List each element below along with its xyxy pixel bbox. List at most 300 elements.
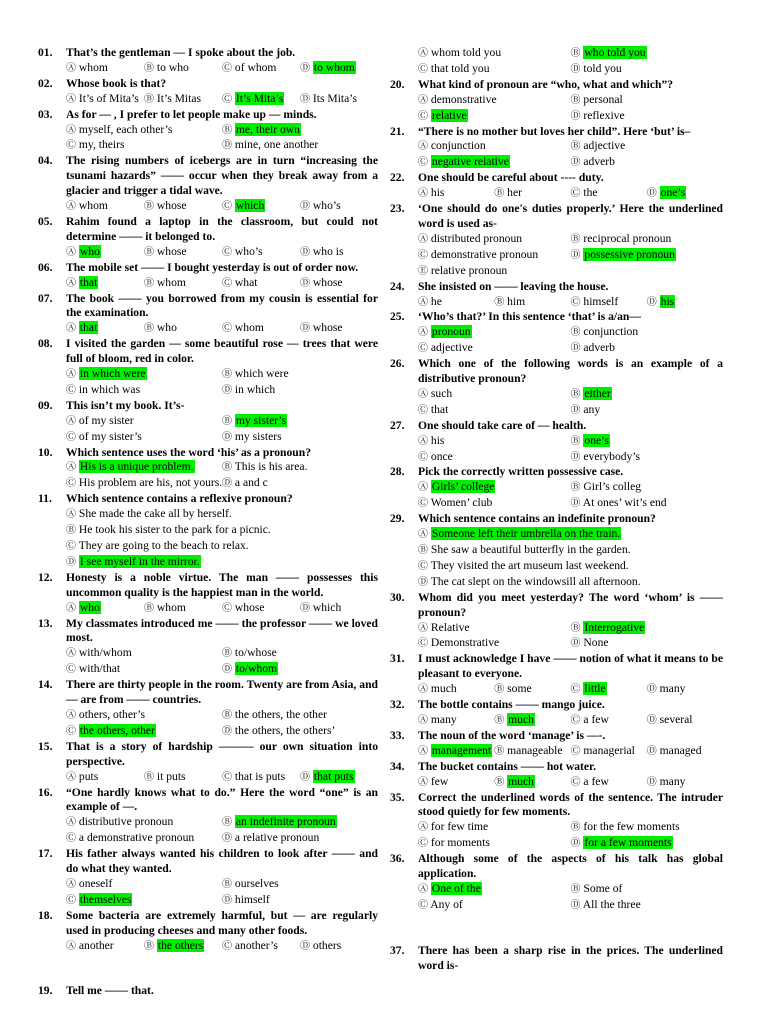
answer-option[interactable] — [494, 186, 570, 202]
question-item — [390, 914, 723, 974]
option-text: of my sister — [78, 413, 134, 427]
option-letter-icon: Ⓒ — [222, 246, 232, 258]
question-stem: The mobile set —— I bought yesterday is out of order now. — [66, 260, 359, 274]
correct-answer-text: It’s Mita’s — [235, 91, 284, 105]
answer-option[interactable] — [66, 430, 222, 446]
option-letter-icon: Ⓑ — [570, 94, 581, 106]
option-row — [390, 636, 723, 652]
answer-option[interactable] — [222, 662, 378, 678]
answer-option[interactable] — [66, 815, 222, 831]
answer-option[interactable] — [418, 62, 571, 78]
question-item — [38, 446, 378, 493]
option-letter-icon: Ⓓ — [646, 684, 657, 696]
answer-option[interactable] — [418, 186, 494, 202]
option-letter-icon: Ⓓ — [570, 157, 581, 169]
question-item — [38, 399, 378, 446]
answer-option[interactable] — [222, 877, 378, 893]
answer-option[interactable] — [222, 61, 300, 77]
answer-option[interactable] — [571, 341, 724, 357]
answer-option[interactable] — [494, 682, 570, 698]
answer-option[interactable] — [144, 92, 222, 108]
option-text: for the few moments — [583, 820, 680, 834]
answer-option[interactable] — [300, 199, 378, 215]
answer-option[interactable] — [222, 770, 300, 786]
option-text: Some of — [583, 881, 623, 895]
answer-option[interactable] — [571, 820, 724, 836]
answer-option[interactable] — [418, 434, 571, 450]
correct-answer-text: possessive pronoun — [584, 247, 675, 261]
option-text: who — [156, 321, 177, 335]
answer-option[interactable] — [571, 325, 724, 341]
answer-option[interactable] — [144, 61, 222, 77]
question-number: 36. — [390, 852, 405, 866]
option-text: His problem are his, not yours. — [78, 476, 223, 490]
option-letter-icon: Ⓑ — [144, 277, 154, 289]
option-row — [390, 248, 723, 264]
answer-option[interactable] — [418, 744, 494, 760]
answer-option[interactable] — [222, 199, 300, 215]
answer-option[interactable] — [66, 414, 222, 430]
answer-option[interactable] — [300, 939, 378, 955]
answer-option[interactable] — [222, 815, 378, 831]
option-text: whose — [312, 321, 343, 335]
question-text — [38, 740, 378, 770]
option-text: conjunction — [583, 325, 639, 339]
answer-option[interactable] — [418, 325, 571, 341]
answer-option[interactable] — [66, 276, 144, 292]
question-number: 23. — [390, 202, 405, 216]
question-stem: There are thirty people in the room. Twenty are from Asia, and — are from —— countries. — [66, 678, 378, 707]
option-text: few — [430, 774, 449, 788]
question-number: 07. — [38, 291, 53, 305]
answer-option[interactable] — [66, 523, 378, 539]
answer-option[interactable] — [571, 186, 647, 202]
option-text: for moments — [430, 836, 490, 850]
question-stem: Which sentence contains a reflexive pronoun? — [66, 492, 293, 506]
option-letter-icon: Ⓓ — [300, 93, 310, 105]
answer-option[interactable] — [418, 450, 571, 466]
answer-option[interactable] — [571, 387, 724, 403]
answer-option[interactable] — [418, 496, 571, 512]
answer-option[interactable] — [222, 831, 378, 847]
answer-option[interactable] — [418, 636, 571, 652]
option-text: told you — [583, 61, 622, 75]
option-letter-icon: Ⓑ — [222, 369, 232, 381]
answer-option[interactable] — [300, 276, 378, 292]
answer-option[interactable] — [300, 770, 378, 786]
option-text: This is his area. — [234, 460, 308, 474]
option-text: mine, one another — [234, 138, 319, 152]
option-text: with/whom — [78, 646, 132, 660]
answer-option[interactable] — [144, 321, 222, 337]
question-item — [38, 617, 378, 679]
answer-option[interactable] — [647, 682, 723, 698]
option-letter-icon: Ⓑ — [570, 327, 581, 339]
option-row — [38, 555, 378, 571]
option-row — [38, 815, 378, 831]
option-row — [38, 724, 378, 740]
correct-answer-text: which — [235, 199, 265, 213]
question-item — [390, 78, 723, 125]
answer-option[interactable] — [418, 543, 723, 559]
option-letter-icon: Ⓒ — [418, 838, 428, 850]
option-text: my sisters — [234, 429, 282, 443]
option-letter-icon: Ⓐ — [418, 94, 428, 106]
option-row — [38, 877, 378, 893]
answer-option[interactable] — [647, 186, 723, 202]
option-text: reflexive — [583, 108, 625, 122]
answer-option[interactable] — [418, 109, 571, 125]
left-column — [38, 46, 378, 999]
answer-option[interactable] — [418, 155, 571, 171]
answer-option[interactable] — [418, 820, 571, 836]
answer-option[interactable] — [418, 527, 723, 543]
answer-option[interactable] — [571, 155, 724, 171]
question-stem: “One hardly knows what to do.” Here the word “one” is an example of —. — [66, 785, 378, 814]
answer-option[interactable] — [418, 46, 571, 62]
answer-option[interactable] — [66, 245, 144, 261]
correct-answer-text: either — [584, 386, 611, 400]
option-text: what — [234, 275, 258, 289]
answer-option[interactable] — [222, 367, 378, 383]
option-row — [38, 831, 378, 847]
option-letter-icon: Ⓓ — [300, 771, 310, 783]
option-letter-icon: Ⓐ — [66, 415, 76, 427]
answer-option[interactable] — [647, 713, 723, 729]
option-letter-icon: Ⓓ — [222, 384, 232, 396]
answer-option[interactable] — [494, 775, 570, 791]
question-item — [390, 760, 723, 791]
question-text — [390, 78, 723, 93]
correct-answer-text: negative relative — [431, 155, 509, 169]
option-letter-icon: Ⓑ — [570, 622, 581, 634]
question-number: 26. — [390, 357, 405, 371]
option-letter-icon: Ⓐ — [418, 745, 428, 757]
correct-answer-text: pronoun — [431, 325, 471, 339]
question-item — [38, 740, 378, 786]
answer-option[interactable] — [418, 621, 571, 637]
option-letter-icon: Ⓒ — [418, 63, 428, 75]
option-letter-icon: Ⓓ — [570, 498, 581, 510]
answer-option[interactable] — [571, 898, 724, 914]
question-text — [38, 617, 378, 647]
answer-option[interactable] — [647, 295, 723, 311]
answer-option[interactable] — [494, 295, 570, 311]
answer-option[interactable] — [571, 480, 724, 496]
answer-option[interactable] — [418, 575, 723, 591]
option-text: whom told you — [430, 46, 502, 59]
answer-option[interactable] — [418, 341, 571, 357]
answer-option[interactable] — [300, 61, 378, 77]
answer-option[interactable] — [66, 383, 222, 399]
answer-option[interactable] — [418, 559, 723, 575]
option-row — [38, 383, 378, 399]
option-text: himself — [583, 294, 619, 308]
option-letter-icon: Ⓐ — [418, 482, 428, 494]
answer-option[interactable] — [418, 93, 571, 109]
answer-option[interactable] — [222, 245, 300, 261]
answer-option[interactable] — [418, 248, 571, 264]
option-row — [390, 387, 723, 403]
option-letter-icon: Ⓔ — [418, 265, 428, 277]
option-letter-icon: Ⓐ — [66, 124, 76, 136]
correct-answer-text: one’s — [660, 186, 686, 200]
option-row — [390, 882, 723, 898]
correct-answer-text: to/whom — [235, 662, 278, 676]
answer-option[interactable] — [66, 199, 144, 215]
answer-option[interactable] — [571, 232, 724, 248]
answer-option[interactable] — [222, 460, 378, 476]
option-letter-icon: Ⓑ — [144, 246, 154, 258]
option-row — [390, 744, 723, 760]
answer-option[interactable] — [571, 93, 724, 109]
question-text — [38, 154, 378, 199]
question-text — [38, 46, 378, 61]
answer-option[interactable] — [66, 708, 222, 724]
answer-option[interactable] — [222, 138, 378, 154]
answer-option[interactable] — [418, 232, 571, 248]
option-letter-icon: Ⓑ — [570, 482, 581, 494]
option-letter-icon: Ⓓ — [646, 296, 657, 308]
answer-option[interactable] — [571, 109, 724, 125]
answer-option[interactable] — [494, 713, 570, 729]
option-text: a relative pronoun — [234, 831, 320, 845]
option-text: that told you — [430, 61, 490, 75]
option-row — [38, 199, 378, 215]
option-text: another’s — [234, 938, 278, 952]
answer-option[interactable] — [66, 61, 144, 77]
answer-option[interactable] — [418, 775, 494, 791]
option-text: that — [430, 402, 449, 416]
question-item — [38, 954, 378, 999]
answer-option[interactable] — [222, 708, 378, 724]
option-text: once — [430, 449, 453, 463]
option-letter-icon: Ⓒ — [222, 323, 232, 335]
answer-option[interactable] — [418, 898, 571, 914]
answer-option[interactable] — [66, 367, 222, 383]
question-stem: Pick the correctly written possessive case. — [418, 465, 624, 479]
option-letter-icon: Ⓑ — [144, 93, 154, 105]
answer-option[interactable] — [66, 138, 222, 154]
option-letter-icon: Ⓐ — [66, 817, 76, 829]
option-text: None — [583, 636, 609, 650]
option-text: manageable — [507, 743, 563, 757]
option-text: to/whose — [234, 646, 277, 660]
answer-option[interactable] — [300, 92, 378, 108]
answer-option[interactable] — [418, 403, 571, 419]
answer-option[interactable] — [418, 480, 571, 496]
answer-option[interactable] — [66, 939, 144, 955]
option-row — [38, 507, 378, 523]
answer-option[interactable] — [222, 939, 300, 955]
answer-option[interactable] — [144, 276, 222, 292]
option-letter-icon: Ⓐ — [418, 529, 428, 541]
question-stem: The bucket contains —— hot water. — [418, 759, 596, 773]
answer-option[interactable] — [66, 123, 222, 139]
question-text — [38, 215, 378, 245]
answer-option[interactable] — [66, 460, 222, 476]
answer-option[interactable] — [571, 434, 724, 450]
option-letter-icon: Ⓐ — [418, 296, 428, 308]
answer-option[interactable] — [222, 646, 378, 662]
option-row — [38, 276, 378, 292]
answer-option[interactable] — [66, 555, 378, 571]
answer-option[interactable] — [66, 92, 144, 108]
correct-answer-text: much — [508, 774, 534, 788]
correct-answer-text: One of the — [431, 881, 481, 895]
answer-option[interactable] — [66, 877, 222, 893]
option-letter-icon: Ⓓ — [300, 246, 310, 258]
answer-option[interactable] — [66, 321, 144, 337]
answer-option[interactable] — [300, 245, 378, 261]
answer-option[interactable] — [571, 621, 724, 637]
answer-option[interactable] — [418, 264, 723, 280]
option-letter-icon: Ⓓ — [66, 556, 76, 568]
answer-option[interactable] — [144, 199, 222, 215]
question-number: 20. — [390, 77, 405, 91]
option-letter-icon: Ⓓ — [300, 62, 310, 74]
correct-answer-text: themselves — [79, 892, 132, 906]
option-text: that is puts — [234, 769, 286, 783]
answer-option[interactable] — [571, 775, 647, 791]
option-letter-icon: Ⓐ — [66, 462, 76, 474]
question-number: 14. — [38, 678, 53, 692]
answer-option[interactable] — [571, 139, 724, 155]
answer-option[interactable] — [66, 831, 222, 847]
option-letter-icon: Ⓓ — [570, 838, 581, 850]
correct-answer-text: in which were — [79, 367, 146, 381]
question-item — [38, 77, 378, 108]
answer-option[interactable] — [571, 46, 724, 62]
answer-option[interactable] — [418, 882, 571, 898]
answer-option[interactable] — [66, 539, 378, 555]
correct-answer-text: for a few moments — [584, 836, 672, 850]
answer-option[interactable] — [418, 139, 571, 155]
answer-option[interactable] — [571, 62, 724, 78]
answer-option[interactable] — [222, 414, 378, 430]
correct-answer-text: management — [431, 743, 492, 757]
answer-option[interactable] — [222, 430, 378, 446]
answer-option[interactable] — [222, 276, 300, 292]
answer-option[interactable] — [300, 601, 378, 617]
option-row — [38, 646, 378, 662]
option-letter-icon: Ⓓ — [222, 140, 232, 152]
answer-option[interactable] — [66, 770, 144, 786]
answer-option[interactable] — [222, 476, 378, 492]
answer-option[interactable] — [571, 836, 724, 852]
answer-option[interactable] — [222, 601, 300, 617]
answer-option[interactable] — [222, 724, 378, 740]
answer-option[interactable] — [647, 775, 723, 791]
option-text: distributive pronoun — [78, 815, 174, 829]
option-text: Women’ club — [430, 496, 493, 510]
correct-answer-text: his — [660, 294, 675, 308]
answer-option[interactable] — [66, 476, 222, 492]
option-letter-icon: Ⓑ — [570, 822, 581, 834]
question-item — [38, 678, 378, 740]
answer-option[interactable] — [66, 507, 378, 523]
answer-option[interactable] — [222, 123, 378, 139]
question-item — [390, 171, 723, 202]
answer-option[interactable] — [300, 321, 378, 337]
answer-option[interactable] — [144, 939, 222, 955]
option-letter-icon: Ⓒ — [66, 384, 76, 396]
answer-option[interactable] — [494, 744, 570, 760]
option-text: others, other’s — [78, 707, 146, 721]
option-letter-icon: Ⓒ — [418, 899, 428, 911]
option-text: my, theirs — [78, 138, 125, 152]
answer-option[interactable] — [418, 836, 571, 852]
answer-option[interactable] — [222, 893, 378, 909]
answer-option[interactable] — [66, 662, 222, 678]
answer-option[interactable] — [144, 601, 222, 617]
answer-option[interactable] — [418, 713, 494, 729]
correct-answer-text: relative — [431, 108, 467, 122]
option-letter-icon: Ⓓ — [222, 833, 232, 845]
answer-option[interactable] — [571, 403, 724, 419]
option-text: He took his sister to the park for a picnic. — [78, 523, 271, 537]
correct-answer-text: that — [79, 321, 98, 335]
option-text: which — [312, 600, 342, 614]
option-letter-icon: Ⓑ — [570, 141, 581, 153]
option-text: her — [507, 186, 522, 200]
answer-option[interactable] — [66, 724, 222, 740]
question-stem: Which sentence contains an indefinite pronoun? — [418, 512, 656, 526]
question-text — [38, 678, 378, 708]
option-letter-icon: Ⓒ — [66, 833, 76, 845]
answer-option[interactable] — [222, 92, 300, 108]
answer-option[interactable] — [66, 893, 222, 909]
option-text: conjunction — [430, 139, 486, 153]
option-letter-icon: Ⓑ — [222, 648, 232, 660]
answer-option[interactable] — [571, 450, 724, 466]
answer-option[interactable] — [222, 383, 378, 399]
option-row — [38, 138, 378, 154]
answer-option[interactable] — [571, 636, 724, 652]
answer-option[interactable] — [571, 882, 724, 898]
option-letter-icon: Ⓒ — [418, 498, 428, 510]
answer-option[interactable] — [66, 646, 222, 662]
answer-option[interactable] — [647, 744, 723, 760]
option-letter-icon: Ⓐ — [418, 776, 428, 788]
answer-option[interactable] — [66, 601, 144, 617]
question-stem: Which sentence uses the word ‘his’ as a pronoun? — [66, 445, 311, 459]
question-text — [390, 591, 723, 621]
answer-option[interactable] — [571, 744, 647, 760]
answer-option[interactable] — [571, 713, 647, 729]
answer-option[interactable] — [144, 245, 222, 261]
question-stem: That’s the gentleman — I spoke about the job. — [66, 46, 296, 59]
question-item — [38, 261, 378, 292]
answer-option[interactable] — [222, 321, 300, 337]
answer-option[interactable] — [571, 248, 724, 264]
option-row — [390, 450, 723, 466]
correct-answer-text: His is a unique problem. — [79, 460, 194, 474]
option-letter-icon: Ⓓ — [300, 201, 310, 213]
correct-answer-text: Girls’ college — [431, 480, 495, 494]
option-letter-icon: Ⓒ — [66, 541, 76, 552]
answer-option[interactable] — [418, 387, 571, 403]
question-number: 08. — [38, 337, 53, 351]
answer-option[interactable] — [418, 682, 494, 698]
answer-option[interactable] — [571, 295, 647, 311]
question-item — [390, 46, 723, 78]
option-text: whom — [156, 275, 186, 289]
answer-option[interactable] — [571, 496, 724, 512]
answer-option[interactable] — [144, 770, 222, 786]
answer-option[interactable] — [418, 295, 494, 311]
answer-option[interactable] — [571, 682, 647, 698]
